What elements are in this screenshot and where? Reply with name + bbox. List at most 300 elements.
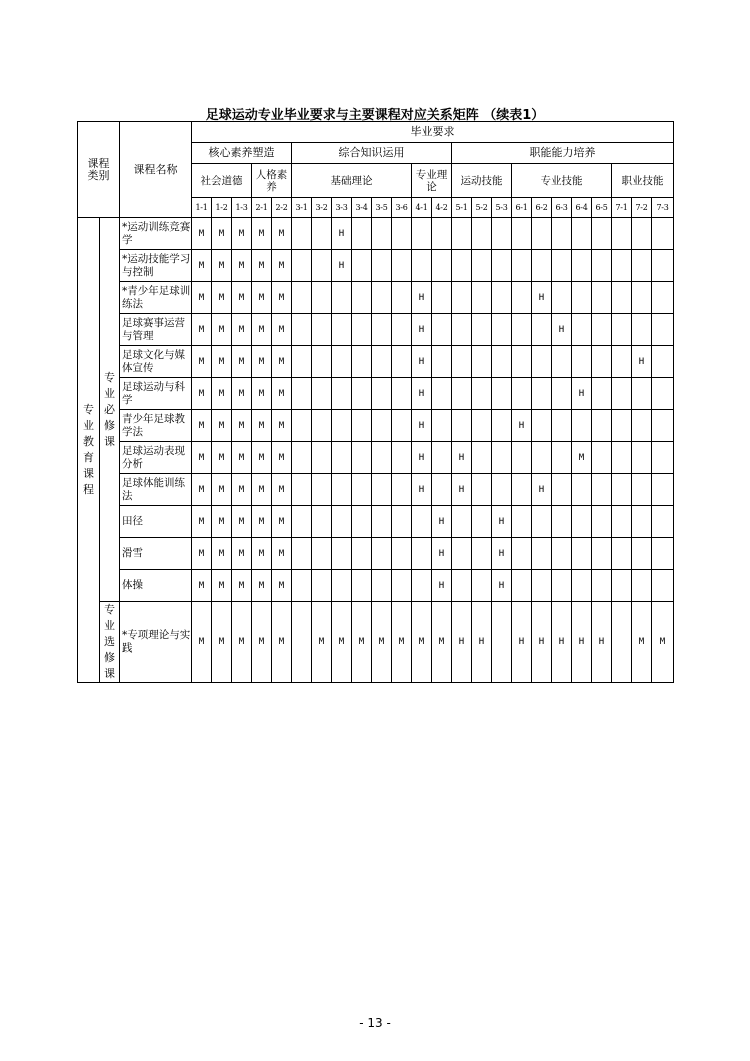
- matrix-cell: M: [232, 602, 252, 683]
- matrix-cell: [492, 602, 512, 683]
- matrix-cell: M: [192, 378, 212, 410]
- matrix-cell: H: [452, 602, 472, 683]
- page-title: 足球运动专业毕业要求与主要课程对应关系矩阵 （续表1）: [205, 108, 545, 123]
- matrix-cell: M: [212, 378, 232, 410]
- matrix-cell: [612, 250, 632, 282]
- matrix-cell: [332, 378, 352, 410]
- matrix-cell: [392, 506, 412, 538]
- matrix-cell: M: [232, 570, 252, 602]
- matrix-cell: [372, 378, 392, 410]
- matrix-cell: M: [272, 474, 292, 506]
- matrix-cell: [452, 378, 472, 410]
- table-row: [78, 538, 674, 570]
- matrix-cell: [432, 282, 452, 314]
- table-row: [78, 378, 674, 410]
- matrix-cell: [532, 570, 552, 602]
- matrix-cell: [472, 314, 492, 346]
- matrix-cell: M: [272, 506, 292, 538]
- matrix-cell: [512, 346, 532, 378]
- matrix-cell: [452, 538, 472, 570]
- matrix-cell: [652, 378, 674, 410]
- matrix-cell: M: [192, 570, 212, 602]
- matrix-cell: M: [212, 538, 232, 570]
- matrix-cell: [292, 250, 312, 282]
- matrix-cell: M: [652, 602, 674, 683]
- matrix-cell: H: [412, 410, 432, 442]
- code-header: 6-2: [532, 198, 552, 218]
- matrix-cell: [632, 506, 652, 538]
- matrix-cell: M: [272, 570, 292, 602]
- matrix-cell: [312, 378, 332, 410]
- matrix-cell: [332, 346, 352, 378]
- matrix-cell: [492, 346, 512, 378]
- matrix-cell: [452, 570, 472, 602]
- code-header: 7-1: [612, 198, 632, 218]
- matrix-cell: [332, 442, 352, 474]
- matrix-cell: [452, 410, 472, 442]
- matrix-cell: M: [252, 538, 272, 570]
- table-row: [78, 442, 674, 474]
- code-header: 5-3: [492, 198, 512, 218]
- matrix-cell: [612, 570, 632, 602]
- category-header: 课程类别: [78, 122, 120, 218]
- matrix-cell: H: [572, 378, 592, 410]
- course-name: *青少年足球训练法: [120, 282, 192, 314]
- matrix-cell: [352, 346, 372, 378]
- category-main: [78, 218, 100, 683]
- matrix-cell: [592, 570, 612, 602]
- matrix-cell: M: [252, 282, 272, 314]
- subgroup-header-social-morality: 社会道德: [192, 164, 252, 198]
- matrix-cell: [372, 442, 392, 474]
- matrix-cell: [452, 218, 472, 250]
- matrix-cell: [372, 570, 392, 602]
- matrix-cell: H: [532, 474, 552, 506]
- matrix-cell: [432, 442, 452, 474]
- matrix-cell: [492, 218, 512, 250]
- matrix-cell: M: [252, 602, 272, 683]
- matrix-cell: [572, 346, 592, 378]
- matrix-cell: [392, 474, 412, 506]
- subgroup-header-sport-skill: 运动技能: [452, 164, 512, 198]
- matrix-cell: H: [432, 570, 452, 602]
- matrix-cell: H: [592, 602, 612, 683]
- matrix-cell: [532, 442, 552, 474]
- matrix-cell: [572, 218, 592, 250]
- category-elective: [100, 602, 120, 683]
- matrix-cell: [552, 250, 572, 282]
- matrix-cell: [632, 378, 652, 410]
- code-header: 7-2: [632, 198, 652, 218]
- matrix-cell: M: [332, 602, 352, 683]
- matrix-cell: [292, 538, 312, 570]
- matrix-cell: [552, 218, 572, 250]
- matrix-cell: [532, 218, 552, 250]
- table-row: [78, 218, 674, 250]
- matrix-cell: M: [192, 474, 212, 506]
- matrix-cell: [592, 506, 612, 538]
- matrix-cell: [452, 282, 472, 314]
- course-name: 足球文化与媒体宣传: [120, 346, 192, 378]
- matrix-cell: [352, 474, 372, 506]
- matrix-cell: [432, 346, 452, 378]
- matrix-cell: [632, 410, 652, 442]
- matrix-cell: M: [232, 378, 252, 410]
- matrix-cell: [572, 282, 592, 314]
- code-header: 7-3: [652, 198, 674, 218]
- matrix-cell: [412, 218, 432, 250]
- table-row: [78, 602, 674, 683]
- matrix-cell: [492, 410, 512, 442]
- code-header: 6-3: [552, 198, 572, 218]
- matrix-cell: [612, 474, 632, 506]
- matrix-cell: [592, 442, 612, 474]
- matrix-cell: [472, 506, 492, 538]
- matrix-cell: [352, 378, 372, 410]
- matrix-cell: [632, 314, 652, 346]
- matrix-cell: [312, 506, 332, 538]
- matrix-cell: [392, 442, 412, 474]
- matrix-cell: [532, 314, 552, 346]
- category-required: [100, 218, 120, 602]
- matrix-cell: M: [212, 506, 232, 538]
- matrix-cell: [572, 250, 592, 282]
- matrix-cell: [292, 410, 312, 442]
- matrix-cell: [512, 442, 532, 474]
- matrix-cell: M: [192, 538, 212, 570]
- matrix-cell: [512, 314, 532, 346]
- matrix-cell: M: [252, 474, 272, 506]
- code-header: 4-1: [412, 198, 432, 218]
- matrix-cell: M: [192, 282, 212, 314]
- code-header: 4-2: [432, 198, 452, 218]
- matrix-cell: [312, 410, 332, 442]
- matrix-cell: M: [272, 218, 292, 250]
- table-row: [78, 410, 674, 442]
- matrix-cell: [372, 506, 392, 538]
- matrix-cell: M: [212, 410, 232, 442]
- category-required-label: 专业必修课: [103, 370, 115, 448]
- matrix-cell: [632, 570, 652, 602]
- matrix-cell: [352, 570, 372, 602]
- matrix-cell: [452, 314, 472, 346]
- code-header: 3-6: [392, 198, 412, 218]
- matrix-cell: [432, 474, 452, 506]
- matrix-cell: M: [192, 346, 212, 378]
- table-row: [78, 506, 674, 538]
- matrix-cell: [472, 538, 492, 570]
- matrix-cell: [372, 282, 392, 314]
- matrix-cell: [332, 538, 352, 570]
- code-header: 5-2: [472, 198, 492, 218]
- matrix-cell: M: [192, 410, 212, 442]
- matrix-cell: M: [232, 442, 252, 474]
- matrix-cell: [532, 538, 552, 570]
- matrix-cell: M: [232, 346, 252, 378]
- code-header: 1-3: [232, 198, 252, 218]
- code-header: 3-1: [292, 198, 312, 218]
- matrix-cell: [532, 378, 552, 410]
- matrix-cell: [292, 442, 312, 474]
- matrix-cell: M: [192, 442, 212, 474]
- course-name: 体操: [120, 570, 192, 602]
- page-number: - 13 -: [359, 1016, 391, 1030]
- matrix-cell: [412, 250, 432, 282]
- matrix-cell: [352, 282, 372, 314]
- matrix-cell: M: [192, 506, 212, 538]
- matrix-cell: [392, 538, 412, 570]
- matrix-cell: M: [232, 282, 252, 314]
- matrix-cell: [292, 346, 312, 378]
- matrix-cell: [612, 346, 632, 378]
- matrix-cell: [492, 474, 512, 506]
- matrix-cell: [612, 506, 632, 538]
- code-header: 1-1: [192, 198, 212, 218]
- matrix-cell: [452, 346, 472, 378]
- matrix-cell: M: [192, 314, 212, 346]
- matrix-cell: H: [492, 538, 512, 570]
- matrix-cell: [572, 506, 592, 538]
- matrix-cell: [472, 410, 492, 442]
- matrix-cell: [292, 474, 312, 506]
- course-name: *运动训练竞赛学: [120, 218, 192, 250]
- matrix-cell: [332, 506, 352, 538]
- matrix-cell: H: [572, 602, 592, 683]
- matrix-cell: [572, 314, 592, 346]
- matrix-cell: M: [272, 538, 292, 570]
- matrix-cell: [312, 218, 332, 250]
- matrix-cell: [532, 410, 552, 442]
- matrix-cell: [552, 570, 572, 602]
- matrix-cell: [512, 378, 532, 410]
- matrix-cell: M: [212, 250, 232, 282]
- matrix-cell: [432, 378, 452, 410]
- matrix-cell: [392, 346, 412, 378]
- matrix-cell: [512, 474, 532, 506]
- matrix-cell: [552, 346, 572, 378]
- matrix-cell: [292, 282, 312, 314]
- category-main-label: 专业教育课程: [82, 403, 94, 496]
- matrix-cell: [352, 538, 372, 570]
- matrix-cell: H: [412, 378, 432, 410]
- matrix-cell: M: [252, 378, 272, 410]
- matrix-cell: [652, 250, 674, 282]
- matrix-cell: M: [372, 602, 392, 683]
- matrix-cell: [652, 314, 674, 346]
- matrix-cell: [652, 506, 674, 538]
- matrix-cell: [392, 250, 412, 282]
- table-row: [78, 474, 674, 506]
- matrix-cell: H: [492, 506, 512, 538]
- matrix-cell: H: [512, 410, 532, 442]
- matrix-cell: M: [272, 378, 292, 410]
- matrix-cell: H: [532, 282, 552, 314]
- matrix-cell: M: [272, 602, 292, 683]
- matrix-cell: [592, 282, 612, 314]
- matrix-cell: [472, 570, 492, 602]
- matrix-cell: [572, 570, 592, 602]
- matrix-cell: M: [232, 314, 252, 346]
- matrix-cell: H: [512, 602, 532, 683]
- matrix-cell: [352, 250, 372, 282]
- subgroup-header-career-skill: 职业技能: [612, 164, 674, 198]
- requirements-header: 毕业要求: [192, 122, 674, 143]
- matrix-cell: [312, 538, 332, 570]
- matrix-cell: M: [212, 570, 232, 602]
- matrix-cell: [372, 474, 392, 506]
- matrix-cell: [552, 442, 572, 474]
- matrix-cell: [312, 250, 332, 282]
- matrix-cell: H: [332, 218, 352, 250]
- matrix-cell: [372, 538, 392, 570]
- matrix-cell: M: [272, 442, 292, 474]
- matrix-cell: [572, 538, 592, 570]
- matrix-cell: H: [452, 442, 472, 474]
- code-header: 3-4: [352, 198, 372, 218]
- table-row: [78, 570, 674, 602]
- matrix-cell: [312, 346, 332, 378]
- matrix-cell: [512, 570, 532, 602]
- code-header: 6-4: [572, 198, 592, 218]
- course-name: 足球体能训练法: [120, 474, 192, 506]
- matrix-cell: [352, 506, 372, 538]
- matrix-cell: [552, 538, 572, 570]
- matrix-cell: [412, 570, 432, 602]
- course-name: 足球赛事运营与管理: [120, 314, 192, 346]
- matrix-cell: M: [572, 442, 592, 474]
- matrix-cell: [392, 410, 412, 442]
- matrix-cell: [652, 570, 674, 602]
- matrix-cell: M: [232, 250, 252, 282]
- matrix-cell: M: [232, 410, 252, 442]
- matrix-cell: [452, 250, 472, 282]
- matrix-cell: [412, 538, 432, 570]
- matrix-cell: [292, 378, 312, 410]
- matrix-cell: [652, 346, 674, 378]
- group-header-knowledge: 综合知识运用: [292, 143, 452, 164]
- matrix-cell: M: [252, 506, 272, 538]
- matrix-cell: [572, 410, 592, 442]
- matrix-cell: [612, 282, 632, 314]
- matrix-cell: [652, 538, 674, 570]
- matrix-cell: [632, 538, 652, 570]
- matrix-cell: [532, 250, 552, 282]
- matrix-cell: [472, 474, 492, 506]
- matrix-cell: M: [272, 250, 292, 282]
- matrix-cell: [492, 250, 512, 282]
- matrix-cell: [292, 602, 312, 683]
- matrix-cell: [332, 410, 352, 442]
- matrix-cell: M: [212, 474, 232, 506]
- matrix-cell: [392, 218, 412, 250]
- code-header: 6-5: [592, 198, 612, 218]
- matrix-cell: [472, 250, 492, 282]
- matrix-cell: M: [212, 218, 232, 250]
- matrix-cell: [392, 570, 412, 602]
- group-header-ability: 职能能力培养: [452, 143, 674, 164]
- matrix-cell: M: [212, 282, 232, 314]
- code-header: 5-1: [452, 198, 472, 218]
- matrix-cell: [632, 474, 652, 506]
- matrix-cell: [632, 442, 652, 474]
- matrix-cell: [512, 282, 532, 314]
- course-name: 田径: [120, 506, 192, 538]
- table-row: [78, 250, 674, 282]
- matrix-cell: [632, 218, 652, 250]
- matrix-cell: [332, 282, 352, 314]
- matrix-cell: M: [312, 602, 332, 683]
- matrix-cell: [472, 378, 492, 410]
- matrix-cell: [612, 442, 632, 474]
- matrix-cell: M: [212, 314, 232, 346]
- matrix-cell: [512, 250, 532, 282]
- matrix-cell: [312, 282, 332, 314]
- course-name: *运动技能学习与控制: [120, 250, 192, 282]
- code-header: 2-2: [272, 198, 292, 218]
- matrix-cell: [592, 250, 612, 282]
- matrix-cell: M: [212, 346, 232, 378]
- matrix-cell: [432, 314, 452, 346]
- matrix-cell: [612, 314, 632, 346]
- subgroup-header-basic-theory: 基础理论: [292, 164, 412, 198]
- requirements-matrix-table: [77, 121, 674, 683]
- matrix-cell: [432, 250, 452, 282]
- code-header: 3-3: [332, 198, 352, 218]
- matrix-cell: H: [552, 314, 572, 346]
- matrix-cell: M: [272, 346, 292, 378]
- matrix-cell: [392, 378, 412, 410]
- matrix-cell: [312, 442, 332, 474]
- matrix-cell: [312, 474, 332, 506]
- matrix-cell: [592, 538, 612, 570]
- matrix-cell: [312, 570, 332, 602]
- matrix-cell: [552, 474, 572, 506]
- matrix-cell: [592, 410, 612, 442]
- matrix-cell: [432, 218, 452, 250]
- matrix-cell: [472, 282, 492, 314]
- code-header: 2-1: [252, 198, 272, 218]
- code-header: 3-2: [312, 198, 332, 218]
- matrix-cell: M: [212, 602, 232, 683]
- code-header: 6-1: [512, 198, 532, 218]
- matrix-cell: [392, 282, 412, 314]
- matrix-cell: [452, 506, 472, 538]
- matrix-cell: H: [492, 570, 512, 602]
- matrix-cell: [352, 442, 372, 474]
- matrix-cell: M: [212, 442, 232, 474]
- matrix-cell: [552, 410, 572, 442]
- matrix-cell: H: [332, 250, 352, 282]
- matrix-cell: [392, 314, 412, 346]
- matrix-cell: [372, 250, 392, 282]
- matrix-cell: [492, 314, 512, 346]
- matrix-cell: [632, 282, 652, 314]
- matrix-cell: [552, 282, 572, 314]
- matrix-cell: [472, 218, 492, 250]
- table-row: [78, 314, 674, 346]
- matrix-cell: [652, 442, 674, 474]
- matrix-cell: [292, 314, 312, 346]
- matrix-cell: [592, 314, 612, 346]
- matrix-cell: [592, 378, 612, 410]
- matrix-cell: [512, 218, 532, 250]
- course-name: 滑雪: [120, 538, 192, 570]
- matrix-cell: M: [252, 218, 272, 250]
- subgroup-header-professional-skill: 专业技能: [512, 164, 612, 198]
- matrix-cell: [592, 218, 612, 250]
- subgroup-header-professional-theory: 专业理论: [412, 164, 452, 198]
- matrix-cell: [652, 474, 674, 506]
